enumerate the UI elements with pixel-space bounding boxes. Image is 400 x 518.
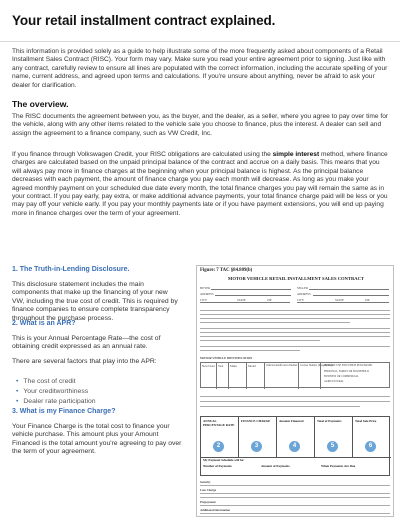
num-payments-label: Number of Payments bbox=[203, 464, 232, 468]
col-year: Year bbox=[218, 364, 224, 368]
finance-charge-label: FINANCE CHARGE bbox=[241, 419, 271, 423]
callout-circle: 3 bbox=[251, 441, 262, 452]
overview-p2-end: method, where finance charges are calculated based on the unpaid principal balance of the contract and accrue on a daily basis. This means that you will always pay more in finance charges at the beginning when your principal balance is highest. As the principal balance decreases with each payment, the amount of finance charge you pay each month will decrease. As long as you make your agreed monthly payment on your scheduled due date every month, the total finance charges you pay will remain the same as in your contract. If you pay early, pay extra, or make additional advance payments, your total finance charge paid will be less or you may pay off your vehicle early. If you pay your monthly payments late or if you have payment extensions, you will end up paying more in finance charges over the term of your agreement. bbox=[12, 151, 388, 217]
apr-label: ANNUAL PERCENTAGE RATE bbox=[203, 419, 235, 427]
section-truth-in-lending bbox=[12, 266, 182, 324]
amount-financed-label: Amount Financed bbox=[279, 419, 304, 423]
section-body-2: There are several factors that play into the APR: bbox=[12, 357, 157, 365]
vehicle-id-header: MOTOR VEHICLE IDENTIFICATION bbox=[200, 356, 253, 360]
callout-circle: 4 bbox=[289, 441, 300, 452]
overview-paragraph-1: The RISC documents the agreement between you, as the buyer, and the dealer, as a seller, where you agree to pay over time for the vehicle, along with any other items related to the vehicle sale you choose to finance, plus the interest. A dealer can sell and assign the agreement to a finance company, such as VW Credit, Inc. bbox=[12, 113, 389, 137]
total-payments-label: Total of Payments bbox=[317, 419, 342, 423]
total-sale-price-label: Total Sale Price bbox=[355, 419, 377, 423]
amount-payments-label: Amount of Payments bbox=[261, 464, 290, 468]
prepayment-label: Prepayment bbox=[200, 500, 216, 504]
buyer-label: BUYER bbox=[200, 286, 211, 290]
zip-label: ZIP bbox=[267, 298, 272, 302]
city-label-2: CITY bbox=[297, 298, 304, 302]
overview-heading: The overview. bbox=[12, 99, 69, 109]
callout-circle: 2 bbox=[213, 441, 224, 452]
overview-p2-start: If you finance through Volkswagen Credit, your RISC obligations are calculated using the bbox=[12, 151, 273, 158]
additional-info-label: Additional Information bbox=[200, 508, 231, 512]
address-label-2: ADDRESS bbox=[297, 292, 311, 296]
apr-bullet: • Dealer rate participation bbox=[16, 398, 96, 405]
address-label: ADDRESS bbox=[200, 292, 214, 296]
state-label: STATE bbox=[237, 298, 246, 302]
form-title: MOTOR VEHICLE RETAIL INSTALLMENT SALES CONTRACT bbox=[227, 276, 365, 281]
col-make: Make bbox=[230, 364, 237, 368]
seller-label: SELLER bbox=[297, 286, 308, 290]
col-license: License Number (if applicable) bbox=[300, 364, 333, 367]
col-primary-use: PRIMARY USE FOR WHICH PURCHASED bbox=[324, 364, 373, 367]
section-heading: 1. The Truth-in-Lending Disclosure. bbox=[12, 266, 130, 273]
col-new-used: New/Used bbox=[202, 364, 215, 368]
simple-interest-term: simple interest bbox=[272, 151, 320, 158]
late-charge-label: Late Charge bbox=[200, 488, 217, 492]
vehicle-grid bbox=[200, 362, 390, 388]
security-label: Security bbox=[200, 480, 211, 484]
truth-in-lending-box bbox=[200, 416, 390, 476]
title-bar bbox=[0, 0, 400, 42]
apr-bullet: • The cost of credit bbox=[16, 378, 76, 385]
section-finance-charge bbox=[12, 408, 182, 457]
section-body: Your Finance Charge is the total cost to finance your vehicle purchase. This amount plus your Amount Financed is the total amount you're agreeing to pay over the term of your agreement. bbox=[12, 422, 182, 456]
form-figure-label: Figure: 7 TAC §84.809(b) bbox=[200, 268, 253, 273]
use-agricultural: AGRICULTURAL bbox=[324, 380, 344, 383]
overview-paragraph-2 bbox=[12, 151, 390, 218]
zip-label-2: ZIP bbox=[365, 298, 370, 302]
city-label: CITY bbox=[200, 298, 207, 302]
contract-form-image bbox=[196, 265, 394, 517]
page-title: Your retail installment contract explained. bbox=[12, 13, 276, 28]
apr-bullet: • Your creditworthiness bbox=[16, 388, 88, 395]
col-vin: Vehicle Identification Number bbox=[266, 364, 298, 367]
use-business: BUSINESS OR COMMERCIAL bbox=[324, 375, 359, 378]
section-body: This is your Annual Percentage Rate—the cost of obtaining credit expressed as an annual rate. bbox=[12, 334, 161, 351]
callout-circle: 6 bbox=[365, 441, 376, 452]
section-heading: 2. What is an APR? bbox=[12, 320, 76, 327]
use-personal: PERSONAL, FAMILY OR HOUSEHOLD bbox=[324, 370, 369, 373]
callout-circle: 5 bbox=[327, 441, 338, 452]
schedule-label: My Payment Schedule will be: bbox=[203, 458, 245, 462]
col-model: Model bbox=[248, 364, 256, 368]
section-apr bbox=[12, 320, 182, 366]
intro-paragraph: This information is provided solely as a guide to help illustrate some of the more frequently asked about components of a Retail Installment Sales Contract (RISC). Your form may vary. Make sure you read your entire agreement prior to signing. Just like with any contract, carefully review to ensure all lines are populated with the correct information, including the accurate spelling of your name, current address, and agreed upon terms and calculations. If you're unsure about anything, never be afraid to ask your dealer for clarification. bbox=[12, 48, 388, 89]
when-due-label: When Payments Are Due bbox=[321, 464, 356, 468]
state-label-2: STATE bbox=[335, 298, 344, 302]
section-body: This disclosure statement includes the main components that make up the financing of your new VW, including the true cost of credit. This is required by finance companies to ensure complete transparency throughout the purchase process. bbox=[12, 280, 178, 322]
section-heading: 3. What is my Finance Charge? bbox=[12, 408, 116, 415]
